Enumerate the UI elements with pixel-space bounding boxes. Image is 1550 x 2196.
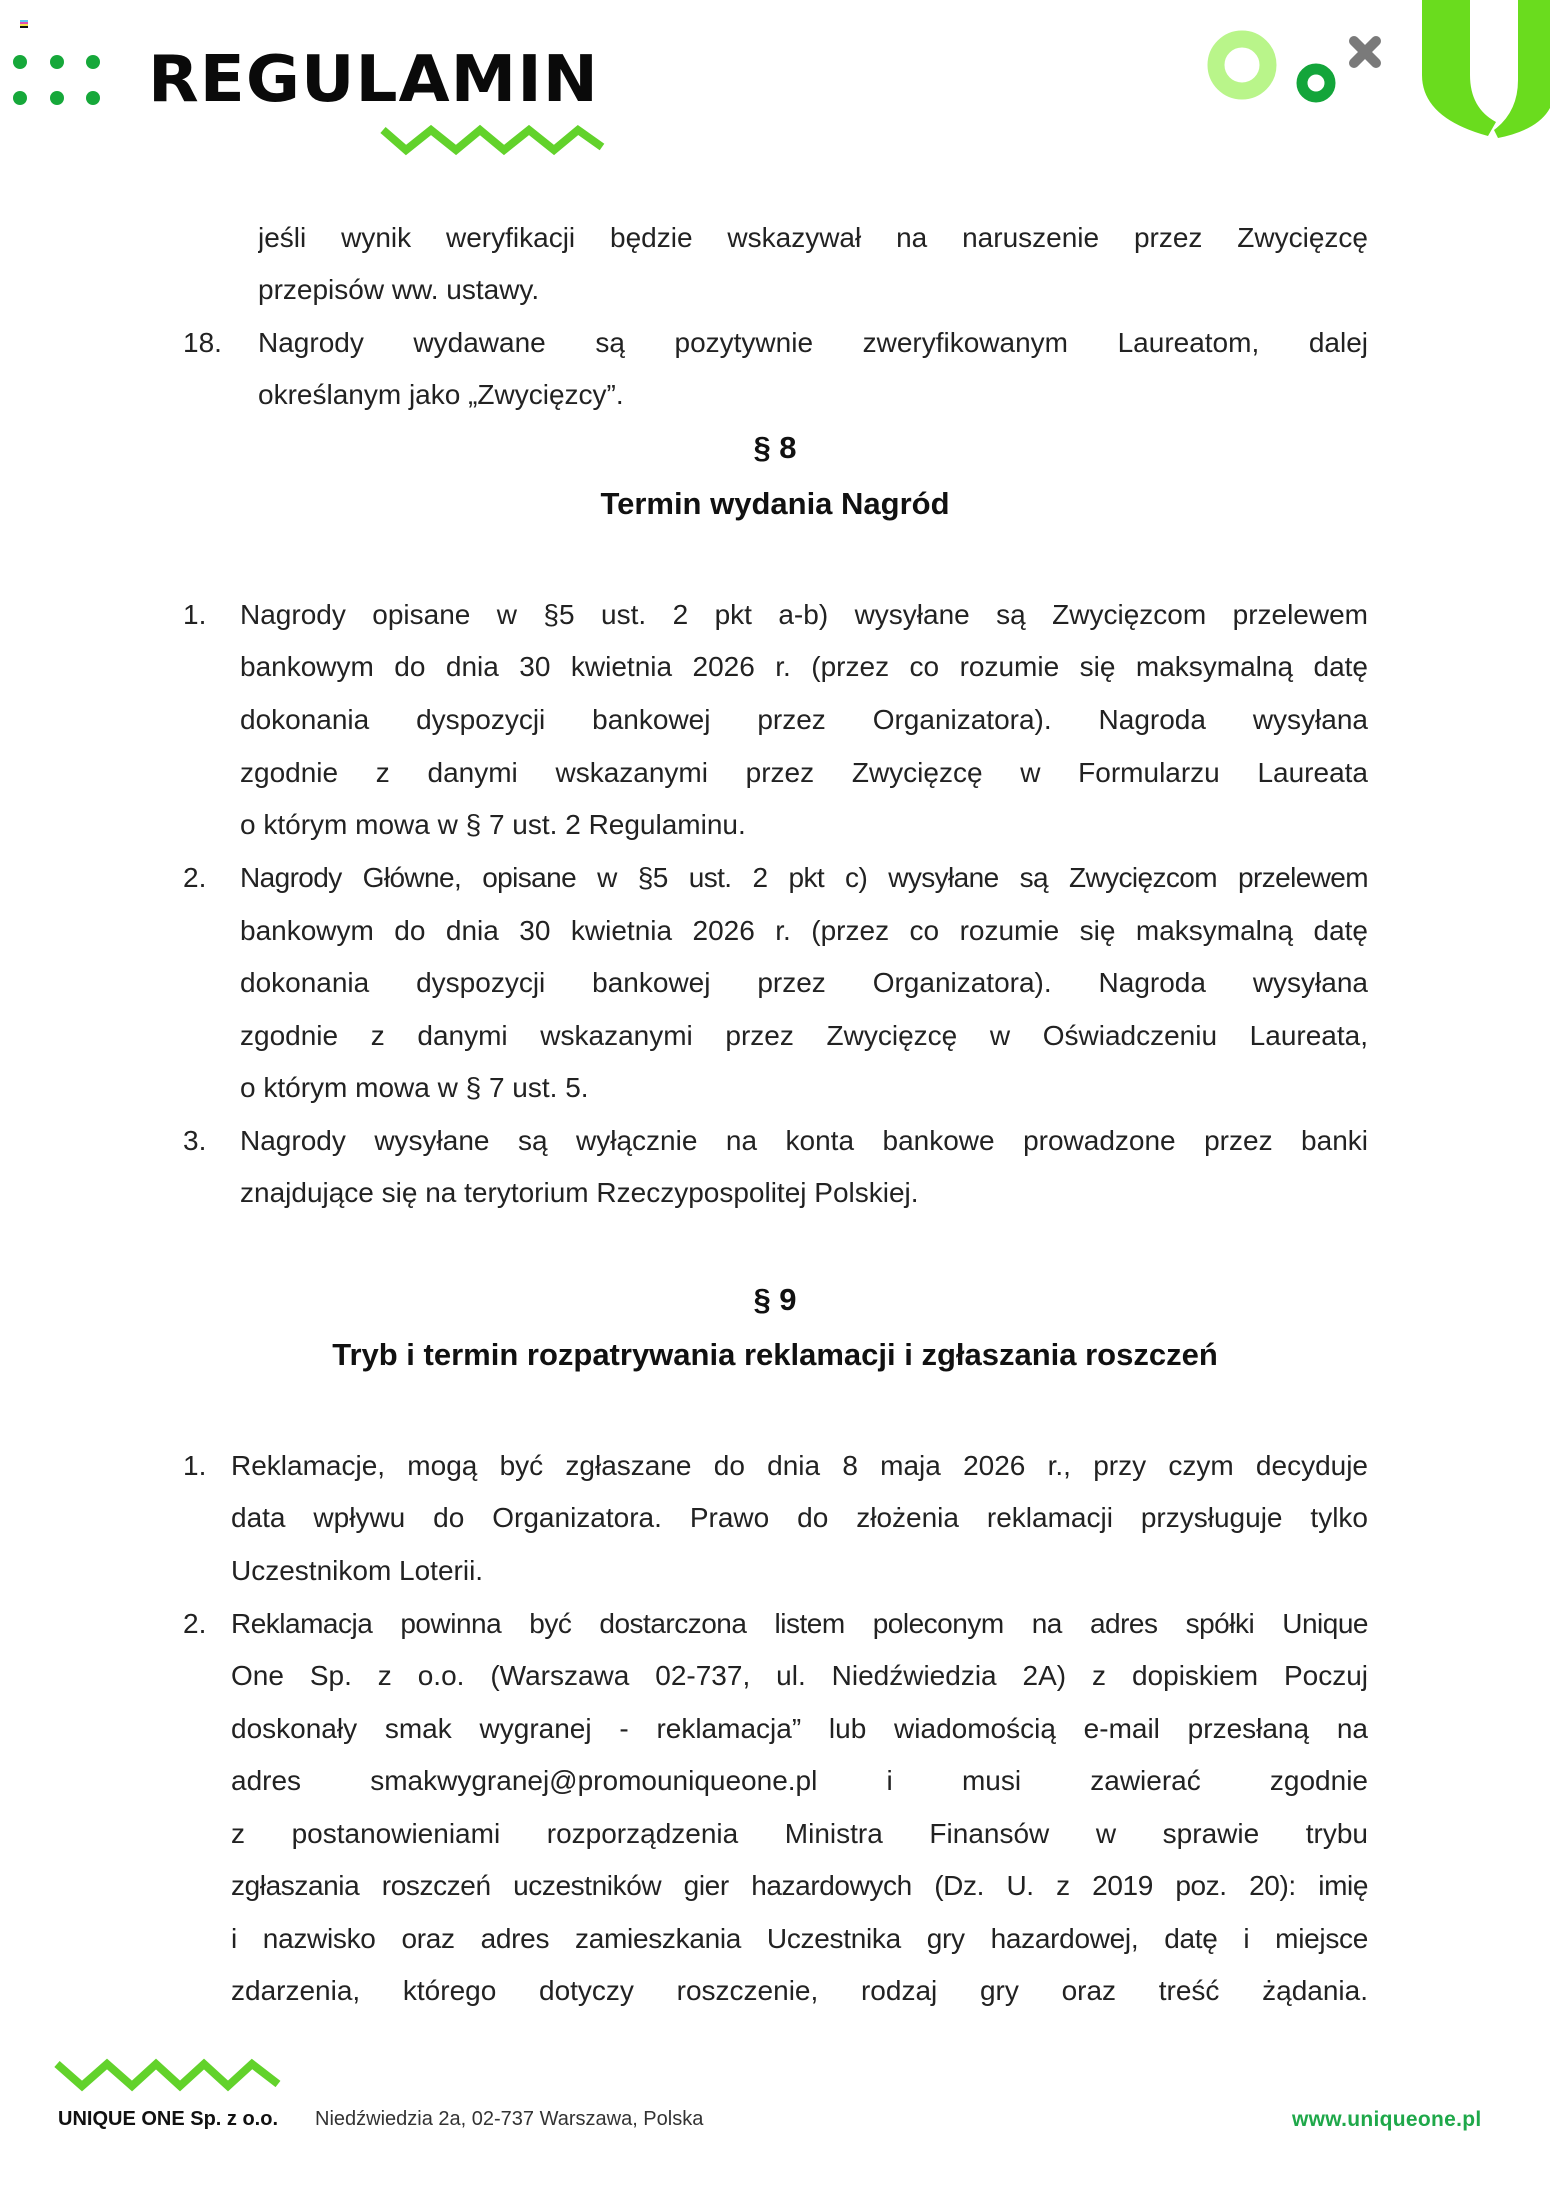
text-line: przepisów ww. ustawy. xyxy=(258,274,540,305)
item-number: 3. xyxy=(183,1125,207,1156)
section-9-title: Tryb i termin rozpatrywania reklamacji i zgłaszania roszczeń xyxy=(332,1337,1218,1372)
text-line: jeśli wynik weryfikacji będzie wskazywał na naruszenie przez Zwycięzcę xyxy=(258,222,1368,253)
text-line: określanym jako „Zwycięzcy”. xyxy=(258,379,624,410)
zigzag-icon xyxy=(378,120,608,160)
text-line: dokonania dyspozycji bankowej przez Organizatora). Nagroda wysyłana xyxy=(240,967,1368,998)
u-logo-icon xyxy=(1418,0,1550,142)
text-line: Nagrody Główne, opisane w §5 ust. 2 pkt c) wysyłane są Zwycięzcom przelewem xyxy=(240,862,1368,893)
ring-large-icon xyxy=(1205,30,1285,100)
text-line: data wpływu do Organizatora. Prawo do złożenia reklamacji przysługuje tylko xyxy=(231,1502,1368,1533)
cross-icon xyxy=(1346,33,1386,73)
footer-zigzag-icon xyxy=(52,2052,284,2098)
text-line: bankowym do dnia 30 kwietnia 2026 r. (przez co rozumie się maksymalną datę xyxy=(240,915,1368,946)
item-number: 1. xyxy=(183,599,207,630)
text-line: zgodnie z danymi wskazanymi przez Zwycięzcę w Oświadczeniu Laureata, xyxy=(240,1020,1368,1051)
text-line: znajdujące się na terytorium Rzeczypospolitej Polskiej. xyxy=(240,1177,919,1208)
text-line: doskonały smak wygranej - reklamacja” lub wiadomością e-mail przesłaną na xyxy=(231,1713,1368,1744)
section-9-mark: § 9 xyxy=(753,1282,797,1317)
text-line: o którym mowa w § 7 ust. 2 Regulaminu. xyxy=(240,809,746,840)
text-line: i nazwisko oraz adres zamieszkania Uczestnika gry hazardowej, datę i miejsce xyxy=(231,1923,1368,1954)
text-line: zdarzenia, którego dotyczy roszczenie, rodzaj gry oraz treść żądania. xyxy=(231,1975,1368,2006)
text-line: Nagrody wydawane są pozytywnie zweryfikowanym Laureatom, dalej xyxy=(258,327,1368,358)
text-line: dokonania dyspozycji bankowej przez Organizatora). Nagroda wysyłana xyxy=(240,704,1368,735)
page-title: REGULAMIN xyxy=(148,43,600,117)
section-8-mark: § 8 xyxy=(753,430,797,465)
footer-website-link[interactable]: www.uniqueone.pl xyxy=(1292,2108,1482,2131)
text-line: Reklamacja powinna być dostarczona listem poleconym na adres spółki Unique xyxy=(231,1608,1368,1639)
text-line: zgłaszania roszczeń uczestników gier hazardowych (Dz. U. z 2019 poz. 20): imię xyxy=(231,1870,1368,1901)
item-number: 1. xyxy=(183,1450,207,1481)
print-color-marker-icon xyxy=(20,20,28,29)
text-line: Reklamacje, mogą być zgłaszane do dnia 8 maja 2026 r., przy czym decyduje xyxy=(231,1450,1368,1481)
item-number: 2. xyxy=(183,862,207,893)
item-number: 18. xyxy=(183,327,222,358)
text-line: zgodnie z danymi wskazanymi przez Zwycięzcę w Formularzu Laureata xyxy=(240,757,1368,788)
text-line: bankowym do dnia 30 kwietnia 2026 r. (przez co rozumie się maksymalną datę xyxy=(240,651,1368,682)
footer-address: Niedźwiedzia 2a, 02-737 Warszawa, Polska xyxy=(315,2108,704,2130)
text-line: o którym mowa w § 7 ust. 5. xyxy=(240,1072,589,1103)
text-line: Uczestnikom Loterii. xyxy=(231,1555,484,1586)
footer-company-name: UNIQUE ONE Sp. z o.o. xyxy=(58,2108,279,2130)
text-line: z postanowieniami rozporządzenia Ministra Finansów w sprawie trybu xyxy=(231,1818,1368,1849)
text-line: adres smakwygranej@promouniqueone.pl i musi zawierać zgodnie xyxy=(231,1765,1368,1796)
text-line: One Sp. z o.o. (Warszawa 02-737, ul. Niedźwiedzia 2A) z dopiskiem Poczuj xyxy=(231,1660,1368,1691)
section-8-title: Termin wydania Nagród xyxy=(600,486,950,521)
ring-small-icon xyxy=(1296,63,1336,103)
text-line: Nagrody wysyłane są wyłącznie na konta bankowe prowadzone przez banki xyxy=(240,1125,1368,1156)
item-number: 2. xyxy=(183,1608,207,1639)
text-line: Nagrody opisane w §5 ust. 2 pkt a-b) wysyłane są Zwycięzcom przelewem xyxy=(240,599,1368,630)
